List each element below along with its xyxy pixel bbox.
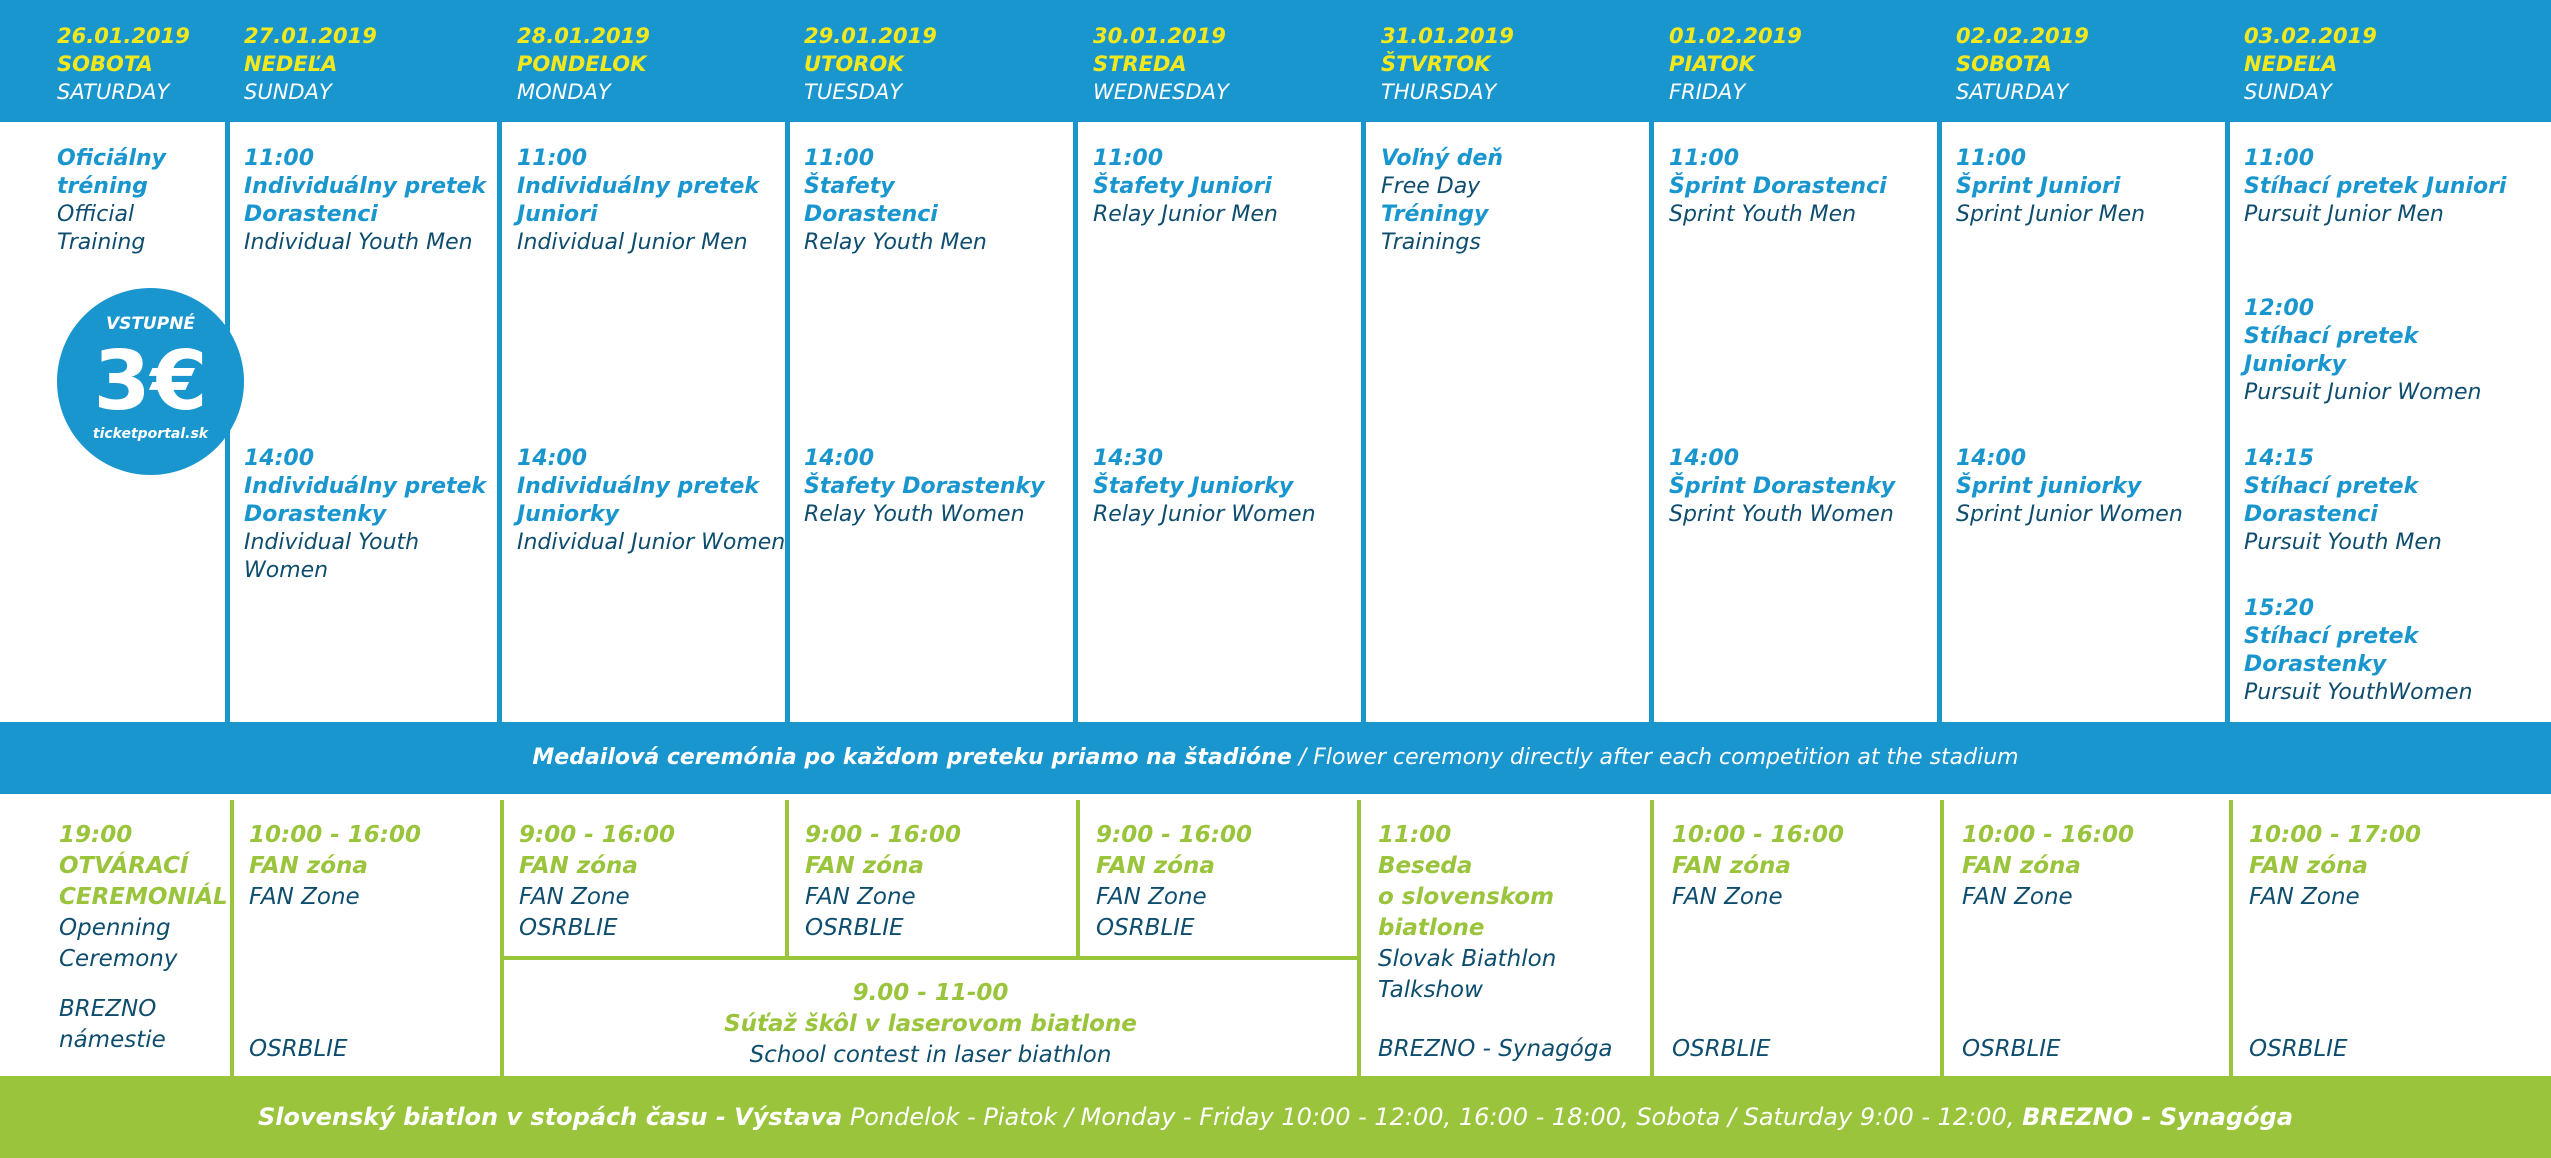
event-entry: 9:00 - 16:00 FAN zóna FAN Zone OSRBLIE <box>519 822 675 941</box>
day-header: 03.02.2019 NEDEĽA SUNDAY <box>2244 24 2377 104</box>
day-header: 28.01.2019 PONDELOK MONDAY <box>517 24 650 104</box>
day-header: 01.02.2019 PIATOK FRIDAY <box>1669 24 1802 104</box>
column-divider <box>497 122 502 722</box>
exhibition-footer: Slovenský biatlon v stopách času - Výstava Pondelok - Piatok / Monday - Friday 10:00 - 12:00, 16:00 - 18:00, Sobota / Saturday 9:00 - 12:00, BREZNO - Synagóga <box>0 1076 2551 1158</box>
column-divider <box>1650 800 1654 1076</box>
column-divider <box>1937 122 1942 722</box>
race-entry: 14:00 Individuálny pretek Dorastenky Individual Youth Women <box>244 446 487 583</box>
column-divider <box>2229 800 2233 1076</box>
event-entry: 9:00 - 16:00 FAN zóna FAN Zone OSRBLIE <box>1096 822 1252 941</box>
race-entry: 14:00 Individuálny pretek Juniorky Individual Junior Women <box>517 446 786 555</box>
day-header: 31.01.2019 ŠTVRTOK THURSDAY <box>1381 24 1514 104</box>
event-entry: 9:00 - 16:00 FAN zóna FAN Zone OSRBLIE <box>805 822 961 941</box>
ceremony-banner: Medailová ceremónia po každom preteku priamo na štadióne / Flower ceremony directly after each competition at the stadium <box>0 722 2551 794</box>
race-entry: 11:00 Individuálny pretek Juniori Individual Junior Men <box>517 146 760 255</box>
column-divider <box>785 122 790 722</box>
race-entry: 12:00 Stíhací pretek Juniorky Pursuit Junior Women <box>2244 296 2482 405</box>
column-divider <box>1940 800 1944 1076</box>
event-place: OSRBLIE <box>249 1036 348 1062</box>
column-divider <box>1076 800 1080 960</box>
race-entry: 14:00 Štafety Dorastenky Relay Youth Women <box>804 446 1045 527</box>
event-place: OSRBLIE <box>1672 1036 1771 1062</box>
day-header: 26.01.2019 SOBOTA SATURDAY <box>57 24 190 104</box>
column-divider <box>1357 800 1361 1076</box>
race-entry: 11:00 Individuálny pretek Dorastenci Individual Youth Men <box>244 146 487 255</box>
event-entry: 10:00 - 16:00 FAN zóna FAN Zone <box>1672 822 1844 910</box>
header-bar <box>0 0 2551 122</box>
column-divider <box>785 800 789 960</box>
school-contest: 9.00 - 11-00 Súťaž škôl v laserovom biatlone School contest in laser biathlon <box>724 980 1137 1068</box>
column-divider <box>1649 122 1654 722</box>
race-entry: 11:00 Štafety Dorastenci Relay Youth Men <box>804 146 987 255</box>
event-place: OSRBLIE <box>1962 1036 2061 1062</box>
column-divider <box>1073 122 1078 722</box>
event-entry: 10:00 - 17:00 FAN zóna FAN Zone <box>2249 822 2421 910</box>
race-entry: 11:00 Šprint Dorastenci Sprint Youth Men <box>1669 146 1887 227</box>
row-divider <box>500 956 1361 960</box>
column-divider <box>2225 122 2230 722</box>
race-entry: 14:00 Šprint Dorastenky Sprint Youth Women <box>1669 446 1896 527</box>
race-entry: Voľný deň Free Day Tréningy Trainings <box>1381 146 1504 255</box>
race-entry: 11:00 Štafety Juniori Relay Junior Men <box>1093 146 1278 227</box>
race-entry: 14:30 Štafety Juniorky Relay Junior Women <box>1093 446 1316 527</box>
race-entry: 14:15 Stíhací pretek Dorastenci Pursuit Youth Men <box>2244 446 2442 555</box>
event-place: OSRBLIE <box>2249 1036 2348 1062</box>
column-divider <box>230 800 234 1076</box>
day-header: 02.02.2019 SOBOTA SATURDAY <box>1956 24 2089 104</box>
race-entry: 15:20 Stíhací pretek Dorastenky Pursuit YouthWomen <box>2244 596 2473 705</box>
event-entry: 10:00 - 16:00 FAN zóna FAN Zone <box>1962 822 2134 910</box>
event-entry: 10:00 - 16:00 FAN zóna FAN Zone <box>249 822 421 910</box>
event-place: BREZNO - Synagóga <box>1378 1036 1613 1062</box>
race-entry: 14:00 Šprint juniorky Sprint Junior Women <box>1956 446 2183 527</box>
event-entry: 11:00 Beseda o slovenskom biatlone Slovak Biathlon Talkshow <box>1378 822 1557 1003</box>
day-header: 30.01.2019 STREDA WEDNESDAY <box>1093 24 1229 104</box>
day-header: 27.01.2019 NEDEĽA SUNDAY <box>244 24 377 104</box>
day-header: 29.01.2019 UTOROK TUESDAY <box>804 24 937 104</box>
race-entry: 11:00 Stíhací pretek Juniori Pursuit Junior Men <box>2244 146 2507 227</box>
event-entry: 19:00 OTVÁRACÍ CEREMONIÁL Openning Ceremony BREZNO námestie <box>59 822 228 1053</box>
race-entry: 11:00 Šprint Juniori Sprint Junior Men <box>1956 146 2146 227</box>
race-entry: Oficiálny tréning Official Training <box>57 146 166 255</box>
ticket-price-badge: VSTUPNÉ 3€ ticketportal.sk <box>57 288 244 475</box>
column-divider <box>1361 122 1366 722</box>
